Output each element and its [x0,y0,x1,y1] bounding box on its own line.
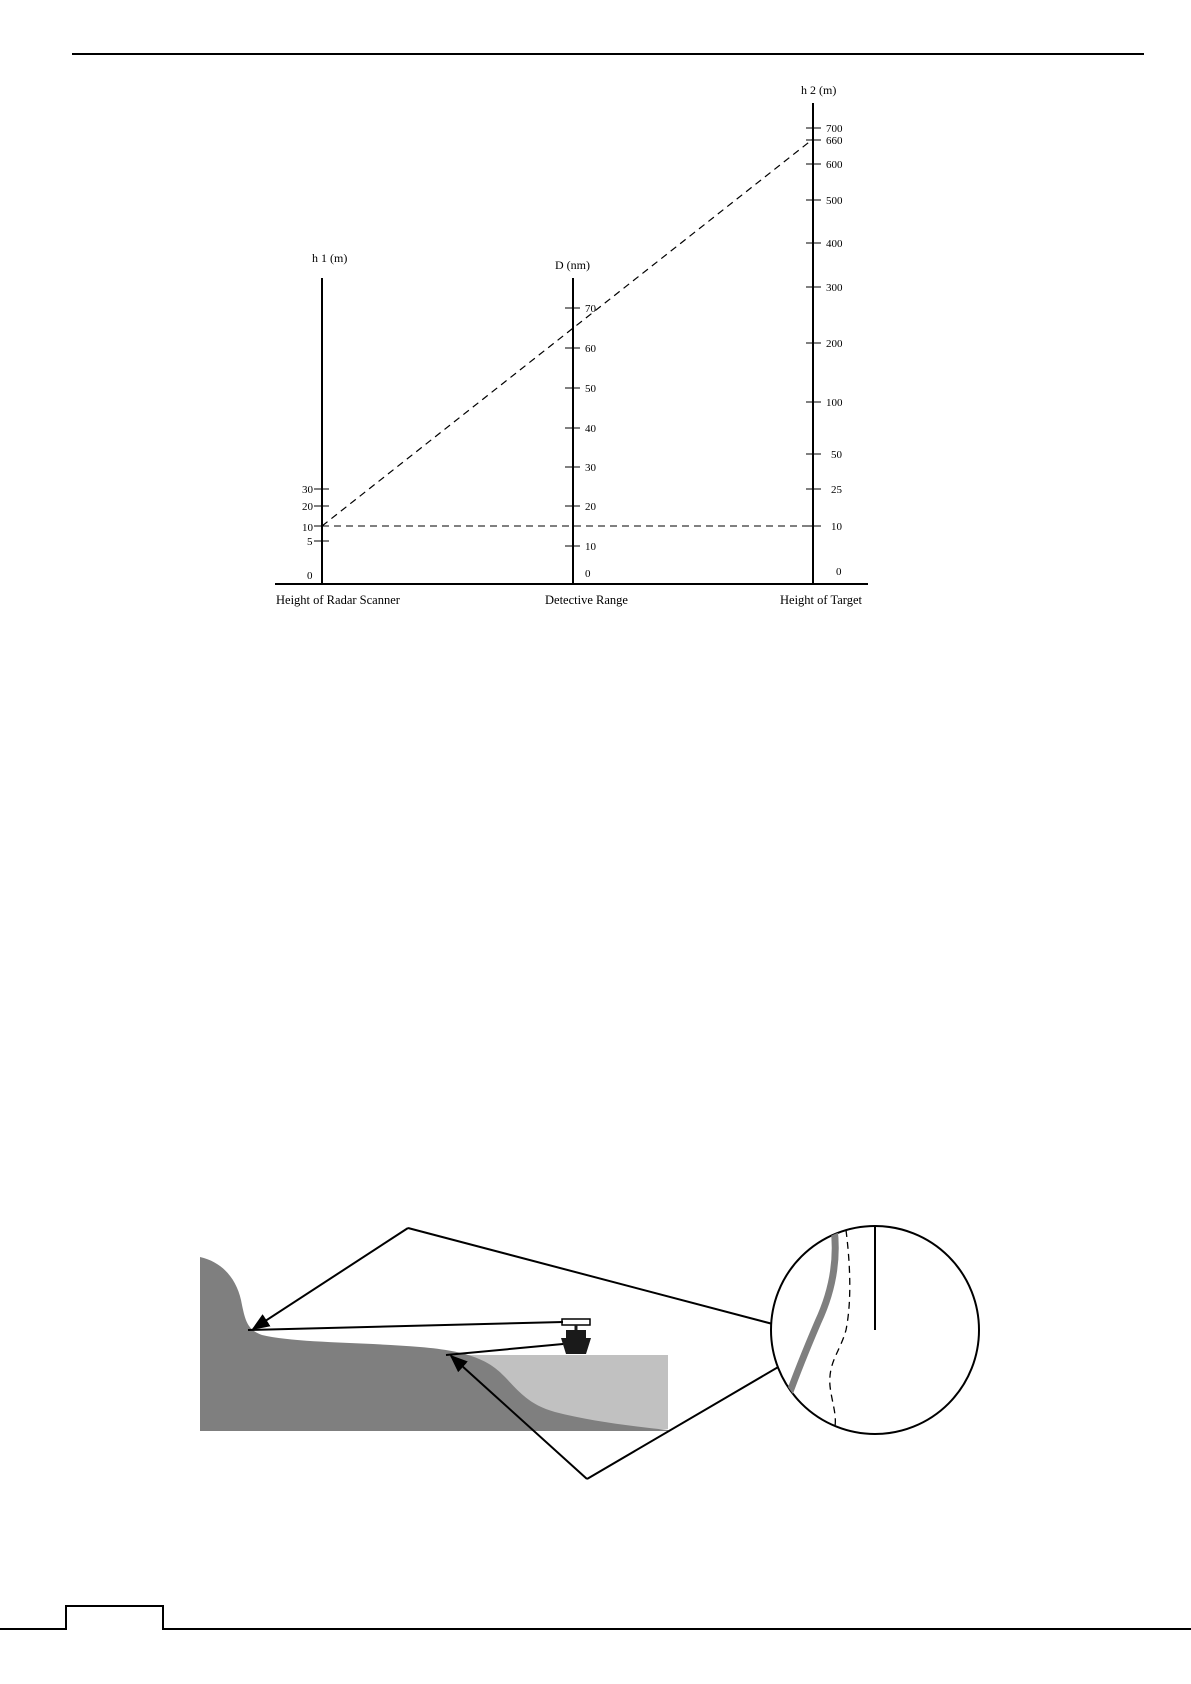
d-axis-caption: Detective Range [545,593,628,607]
h2-tick-label: 600 [826,159,843,171]
d-tick-label: 0 [585,568,591,580]
h2-axis-caption: Height of Target [780,593,862,607]
h2-tick-label: 10 [831,521,842,533]
h1-tick-label: 0 [307,570,313,582]
d-tick-label: 70 [585,303,596,315]
h1-tick-label: 10 [302,522,313,534]
h2-tick-label: 400 [826,238,843,250]
d-tick-label: 50 [585,383,596,395]
h2-tick-label: 200 [826,338,843,350]
h1-axis-title: h 1 (m) [312,251,348,265]
h2-tick-label: 700 [826,123,843,135]
h1-tick-label: 5 [307,536,313,548]
d-tick-label: 40 [585,423,596,435]
d-tick-label: 20 [585,501,596,513]
h2-tick-label: 0 [836,566,842,578]
h2-tick-label: 500 [826,195,843,207]
d-tick-label: 10 [585,541,596,553]
footer-line [0,1606,1191,1629]
h2-tick-label: 300 [826,282,843,294]
h1-tick-label: 30 [302,484,313,496]
h2-axis-title: h 2 (m) [801,83,837,97]
h2-tick-label: 25 [831,484,842,496]
d-tick-label: 30 [585,462,596,474]
h1-axis-caption: Height of Radar Scanner [276,593,400,607]
h2-tick-label: 660 [826,135,843,147]
d-tick-label: 60 [585,343,596,355]
h2-tick-label: 50 [831,449,842,461]
h2-tick-label: 100 [826,397,843,409]
d-axis-title: D (nm) [555,258,590,272]
h1-tick-label: 20 [302,501,313,513]
